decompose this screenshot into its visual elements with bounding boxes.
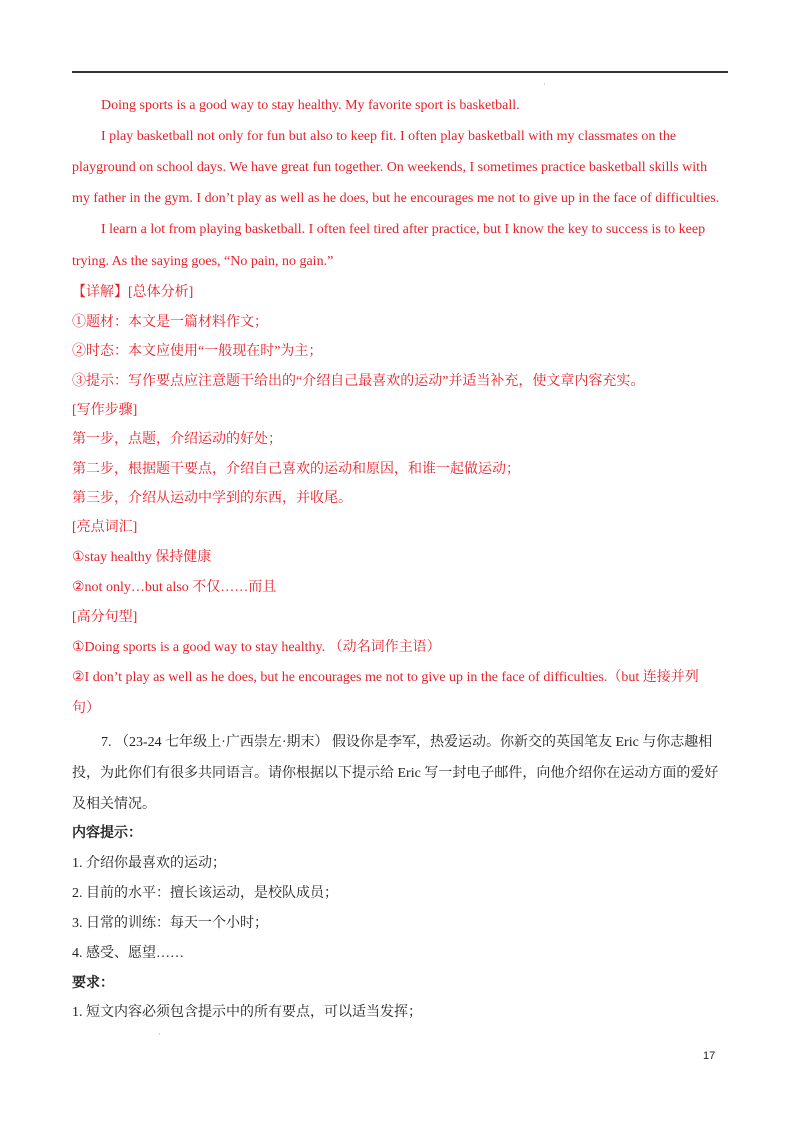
analysis-line: 第三步，介绍从运动中学到的东西，并收尾。 (72, 491, 352, 506)
essay-line: my father in the gym. I don’t play as well as he does, but he encourages me not to give up in the face of difficulties. (72, 191, 720, 206)
header-rule (72, 71, 728, 73)
analysis-line: ②I don’t play as well as he does, but he encourages me not to give up in the face of difficulties.（but 连接并列 (72, 670, 699, 685)
analysis-line: 句） (72, 701, 100, 716)
content-hint-item: 1. 介绍你最喜欢的运动； (72, 856, 226, 871)
page-number: 17 (703, 1050, 716, 1062)
analysis-heading: [高分句型] (72, 610, 138, 625)
requirements-title: 要求： (72, 976, 114, 991)
analysis-line: ②not only…but also 不仅……而且 (72, 580, 277, 595)
content-hint-item: 2. 目前的水平：擅长该运动，是校队成员； (72, 886, 338, 901)
analysis-line: ①题材：本文是一篇材料作文； (72, 315, 268, 330)
content-hint-item: 3. 日常的训练：每天一个小时； (72, 916, 268, 931)
content-hints-title: 内容提示： (72, 826, 142, 841)
analysis-line: ①stay healthy 保持健康 (72, 550, 212, 565)
question-line: 及相关情况。 (72, 797, 156, 812)
analysis-line: ③提示：写作要点应注意题干给出的“介绍自己最喜欢的运动”并适当补充，使文章内容充实。 (72, 374, 645, 389)
speck: · (543, 80, 546, 89)
speck: · (158, 1030, 161, 1039)
analysis-line: 第二步，根据题干要点，介绍自己喜欢的运动和原因，和谁一起做运动； (72, 462, 520, 477)
analysis-line: ②时态：本文应使用“一般现在时”为主； (72, 344, 323, 359)
essay-line: Doing sports is a good way to stay healthy. My favorite sport is basketball. (101, 98, 520, 113)
analysis-line: 第一步，点题，介绍运动的好处； (72, 432, 282, 447)
essay-line: trying. As the saying goes, “No pain, no gain.” (72, 254, 334, 269)
essay-line: I learn a lot from playing basketball. I often feel tired after practice, but I know the key to success is to keep (101, 222, 706, 237)
question-line: 7. （23-24 七年级上·广西崇左·期末） 假设你是李军，热爱运动。你新交的英国笔友 Eric 与你志趣相 (101, 735, 713, 750)
analysis-heading: [亮点词汇] (72, 520, 138, 535)
content-hint-item: 4. 感受、愿望…… (72, 946, 184, 961)
analysis-line: ①Doing sports is a good way to stay healthy. （动名词作主语） (72, 640, 441, 655)
essay-line: playground on school days. We have great fun together. On weekends, I sometimes practice basketball skills with (72, 160, 708, 175)
question-line: 投，为此你们有很多共同语言。请你根据以下提示给 Eric 写一封电子邮件，向他介绍你在运动方面的爱好 (72, 766, 719, 781)
requirement-item: 1. 短文内容必须包含提示中的所有要点，可以适当发挥； (72, 1005, 422, 1020)
essay-line: I play basketball not only for fun but also to keep fit. I often play basketball with my classmates on the (101, 129, 677, 144)
analysis-heading: 【详解】[总体分析] (72, 285, 194, 300)
analysis-heading: [写作步骤] (72, 403, 138, 418)
